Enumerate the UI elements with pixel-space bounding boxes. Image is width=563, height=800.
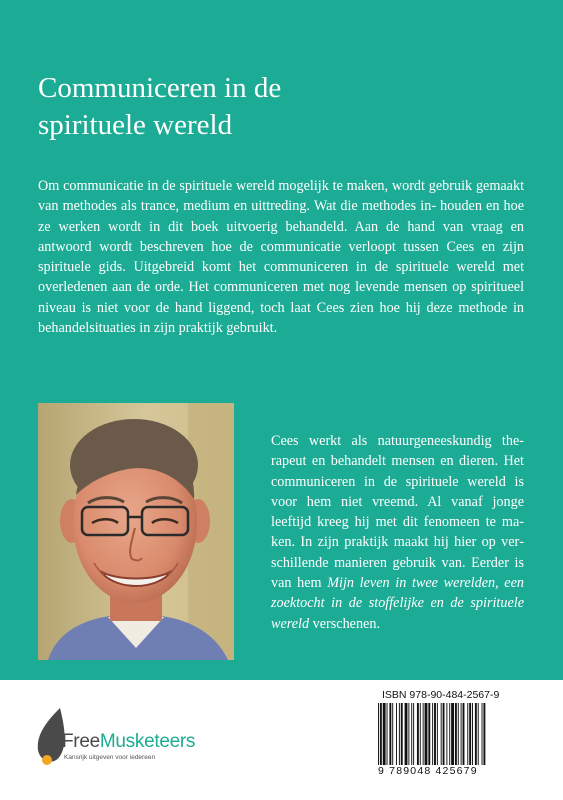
barcode-bar [443,703,445,765]
publisher-tagline: Kansrijk uitgeven voor iedereen [64,754,156,761]
blurb-line: gemaakt van methodes als trance, medium en uittreding. Wat die methodes in- [38,178,525,215]
barcode-bar [380,703,382,765]
barcode-bar [469,703,471,765]
barcode-bar [420,703,421,765]
barcode-bar [434,703,436,765]
blurb-line: Cees en zijn spirituele gids. Uitgebreid komt het communiceren in de spirituele [38,238,525,276]
book-title [38,70,518,144]
barcode-bar [387,703,388,765]
barcode-bar [482,703,483,765]
barcode-bar [396,703,397,765]
blurb-line: Om communicatie in de spirituele wereld mogelijk te maken, wordt gebruik [38,178,473,194]
title-line-1: Communiceren in de [38,72,282,104]
barcode-bar [455,703,457,765]
barcode-bar [425,703,428,765]
blurb-line: van vraag en antwoord wordt beschreven hoe de communicatie verloopt tussen [38,218,525,255]
barcode-bar [461,703,462,765]
barcode-bar [446,703,447,765]
barcode-bar [378,703,379,765]
barcode-bar [389,703,391,765]
title-line-2: spirituele wereld [38,109,233,141]
publisher-name-musketeers: Musketeers [99,731,196,752]
barcode-bar [451,703,454,765]
bio-text-end: verschenen. [309,615,380,632]
author-photo [38,403,234,660]
barcode-bar [437,703,438,765]
barcode-bar [411,703,412,765]
barcode-bar [401,703,403,765]
publisher-logo [30,700,250,780]
barcode-icon [378,703,524,765]
barcode-bar [449,703,450,765]
barcode-bar [472,703,473,765]
barcode-bar [467,703,468,765]
barcode-bar [408,703,409,765]
blurb-line: op spiritueel niveau is niet voor de hand liggend, toch laat Cees zien hoe hij deze [38,279,525,316]
barcode-bar [478,703,479,765]
blurb-line: houden en hoe ze werken wordt in dit boek uitvoerig behandeld. Aan de hand [38,198,524,235]
barcode-bar [383,703,386,765]
publisher-name-free: Free [62,731,100,752]
barcode-bar [458,703,459,765]
author-bio [271,431,524,634]
barcode-bar [483,703,485,765]
blurb-line: methode in behandelsituaties in zijn praktijk gebruikt. [38,299,524,337]
barcode-bar [441,703,442,765]
barcode-bar [463,703,465,765]
isbn-barcode-block [376,689,526,784]
bio-text: Cees werkt als natuurgeneeskundig therapeut en behandelt mensen en dieren. Het communiceren in de spirituele wereld is voor hem niet vreemd. Al vanaf jonge leeftijd kreeg hij met dit fenomeen te maken. In zijn praktijk maakt hij hier op verschillende manieren gebruik van. Eerder is van hem [271,433,524,592]
author-portrait-illustration [38,403,234,660]
barcode-bar [399,703,400,765]
barcode-bar [432,703,433,765]
isbn-digits: 9 789048 425679 [378,765,478,777]
isbn-label: ISBN 978-90-484-2567-9 [382,689,500,701]
barcode-bar [405,703,408,765]
previous-book-title: Mijn leven in twee werelden, een zoektocht in de stoffelijke en de spirituele wereld [271,575,524,632]
publisher-name [62,731,195,753]
barcode-bar [423,703,424,765]
barcode-bar [417,703,419,765]
barcode-bar [475,703,477,765]
blurb-line: wereld met overledenen aan de orde. Het communiceren met nog levende mensen [38,259,525,296]
barcode-bar [392,703,393,765]
book-blurb [38,176,524,338]
barcode-bar [413,703,414,765]
barcode-bar [428,703,430,765]
